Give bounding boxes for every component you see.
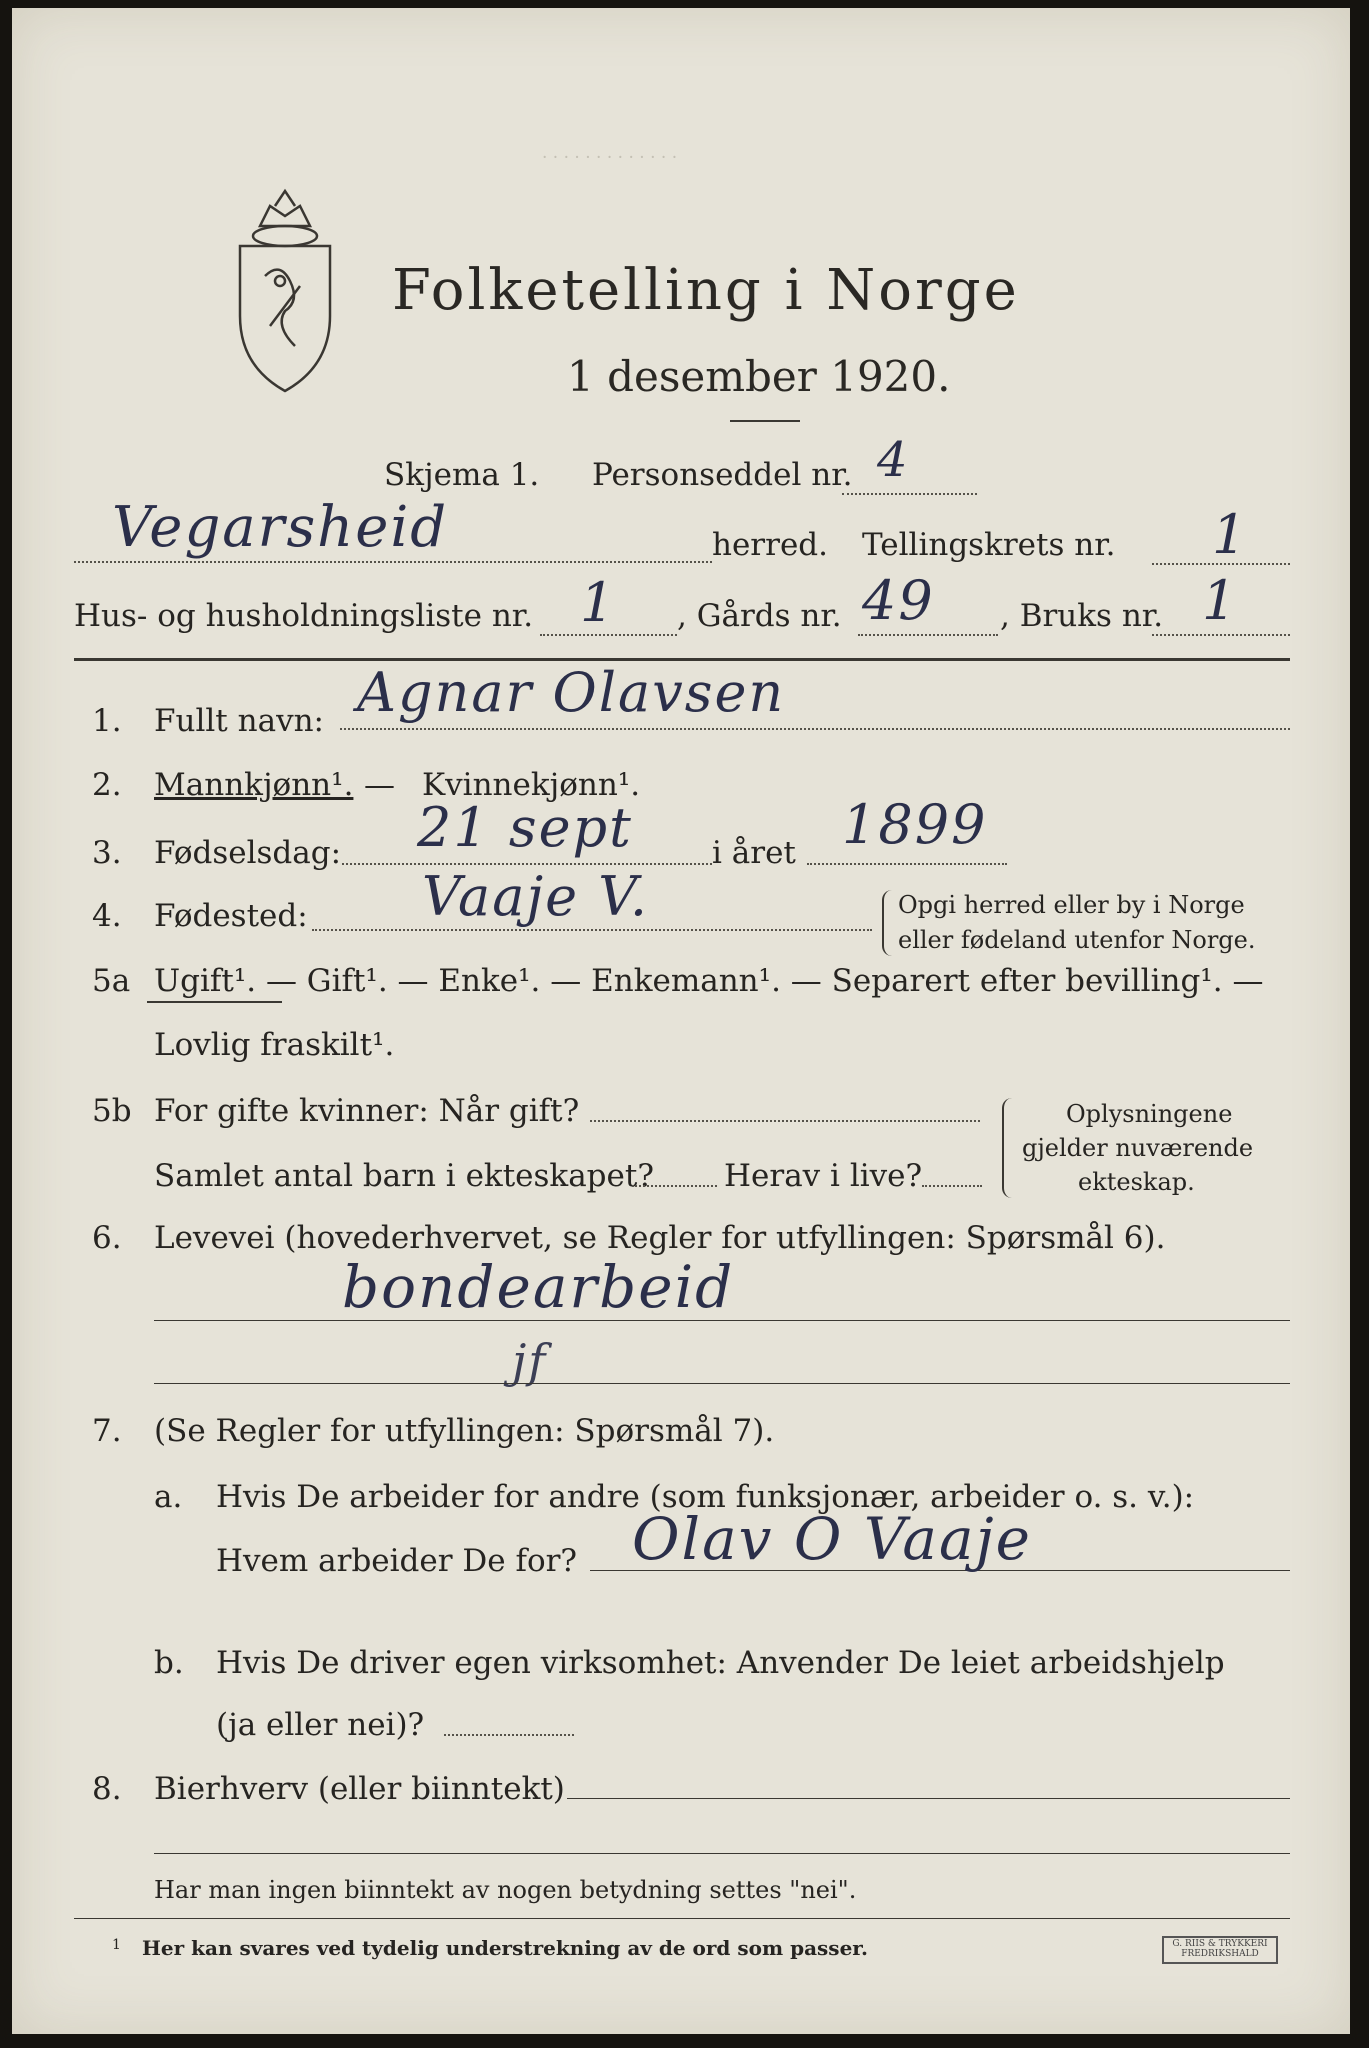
q1-line: [340, 728, 1290, 730]
personseddel-label: Personseddel nr.: [592, 457, 853, 493]
footer-divider: [74, 1918, 1290, 1919]
married-when-line: [590, 1120, 980, 1122]
q5b-number: 5b: [92, 1093, 132, 1129]
marital-status-divorced: Lovlig fraskilt¹.: [154, 1027, 395, 1063]
q5a-number: 5a: [92, 963, 131, 999]
children-alive-label: Herav i live?: [724, 1158, 923, 1194]
married-when-label: For gifte kvinner: Når gift?: [154, 1093, 580, 1129]
hus-label: Hus- og husholdningsliste nr.: [74, 598, 534, 634]
q3-label: Fødselsdag:: [154, 835, 342, 871]
side-income-line-1: [567, 1798, 1290, 1799]
birthplace-note-line1: Opgi herred eller by i Norge: [898, 891, 1245, 919]
bruks-line: [1152, 634, 1290, 636]
occupation-line-1: [154, 1320, 1290, 1321]
personseddel-value: 4: [877, 432, 910, 488]
birthplace-line: [312, 929, 872, 931]
printer-stamp: G. RIIS & TRYKKERI FREDRIKSHALD: [1162, 1936, 1278, 1964]
q7b-question: Hvis De driver egen virksomhet: Anvender De leiet arbeidshjelp: [216, 1645, 1225, 1681]
census-form: [12, 8, 1350, 2034]
ugift-underline: [147, 1001, 282, 1003]
marriage-note-brace: [1002, 1098, 1012, 1198]
marriage-note-line3: ekteskap.: [1078, 1168, 1195, 1196]
sex-separator: —: [364, 767, 395, 803]
side-income-line-2: [154, 1853, 1290, 1854]
q6-number: 6.: [92, 1220, 122, 1256]
occupation-value: bondearbeid: [342, 1253, 735, 1321]
employer-label: Hvem arbeider De for?: [216, 1543, 578, 1579]
gards-value: 49: [862, 569, 935, 632]
tellingskrets-value: 1: [1212, 503, 1249, 566]
q1-label: Fullt navn:: [154, 703, 324, 739]
hus-value: 1: [580, 571, 617, 634]
footnote-text: Her kan svares ved tydelig understrekning av de ord som passer.: [142, 1936, 868, 1960]
tellingskrets-label: Tellingskrets nr.: [862, 527, 1116, 563]
birthplace-note-line2: eller fødeland utenfor Norge.: [898, 926, 1256, 954]
employer-value: Olav O Vaaje: [632, 1505, 1032, 1573]
occupation-code-mark: jf: [512, 1334, 548, 1388]
herred-label: herred.: [712, 527, 828, 563]
q7b-letter: b.: [154, 1645, 184, 1681]
q7a-question: Hvis De arbeider for andre (som funksjonær, arbeider o. s. v.):: [216, 1479, 1195, 1515]
birthplace-value: Vaaje V.: [422, 865, 650, 928]
marital-status-options: Ugift¹. — Gift¹. — Enke¹. — Enkemann¹. — Separert efter bevilling¹. —: [154, 963, 1264, 999]
footnote-mark: 1: [112, 1937, 121, 1953]
norway-coat-of-arms-icon: [230, 186, 340, 396]
q2-number: 2.: [92, 767, 122, 803]
herred-value: Vegarsheid: [112, 495, 449, 560]
birth-year-value: 1899: [842, 793, 988, 856]
q7-label: (Se Regler for utfyllingen: Spørsmål 7).: [154, 1413, 775, 1449]
bruks-label: , Bruks nr.: [1000, 598, 1164, 634]
side-income-label: Bierhverv (eller biinntekt): [154, 1771, 565, 1807]
gards-line: [858, 634, 998, 636]
q8-number: 8.: [92, 1771, 122, 1807]
schema-label: Skjema 1.: [384, 457, 540, 493]
year-line: [807, 863, 1007, 865]
marriage-note-line2: gjelder nuværende: [1022, 1134, 1254, 1162]
q7-number: 7.: [92, 1413, 122, 1449]
children-line: [632, 1185, 717, 1187]
occupation-line-2: [154, 1383, 1290, 1384]
q4-number: 4.: [92, 898, 122, 934]
q7a-letter: a.: [154, 1479, 183, 1515]
occupation-label: Levevei (hovederhvervet, se Regler for utfyllingen: Spørsmål 6).: [154, 1220, 1166, 1256]
census-date: 1 desember 1920.: [567, 352, 951, 401]
hired-help-line: [444, 1734, 574, 1736]
birthday-value: 21 sept: [417, 796, 633, 859]
birthplace-note-brace: [882, 890, 892, 956]
hus-line: [540, 634, 677, 636]
full-name-value: Agnar Olavsen: [357, 661, 786, 724]
bleed-through-text: · · · · · · · · · · · · ·: [542, 148, 678, 168]
sex-female-option: Kvinnekjønn¹.: [422, 767, 641, 803]
herred-line: [74, 561, 712, 563]
bruks-value: 1: [1202, 569, 1239, 632]
personseddel-line: [842, 493, 977, 495]
q4-label: Fødested:: [154, 898, 308, 934]
side-income-note: Har man ingen biinntekt av nogen betydning settes "nei".: [154, 1876, 857, 1904]
q3-number: 3.: [92, 835, 122, 871]
marriage-note-line1: Oplysningene: [1066, 1100, 1233, 1128]
hired-help-label: (ja eller nei)?: [216, 1707, 425, 1743]
gards-label: , Gårds nr.: [677, 598, 842, 634]
form-title: Folketelling i Norge: [392, 258, 1020, 323]
children-alive-line: [922, 1185, 982, 1187]
children-label: Samlet antal barn i ekteskapet?: [154, 1158, 654, 1194]
title-divider: [730, 420, 800, 422]
year-label: i året: [712, 835, 796, 871]
sex-male-option: Mannkjønn¹.: [154, 767, 354, 803]
q1-number: 1.: [92, 703, 122, 739]
